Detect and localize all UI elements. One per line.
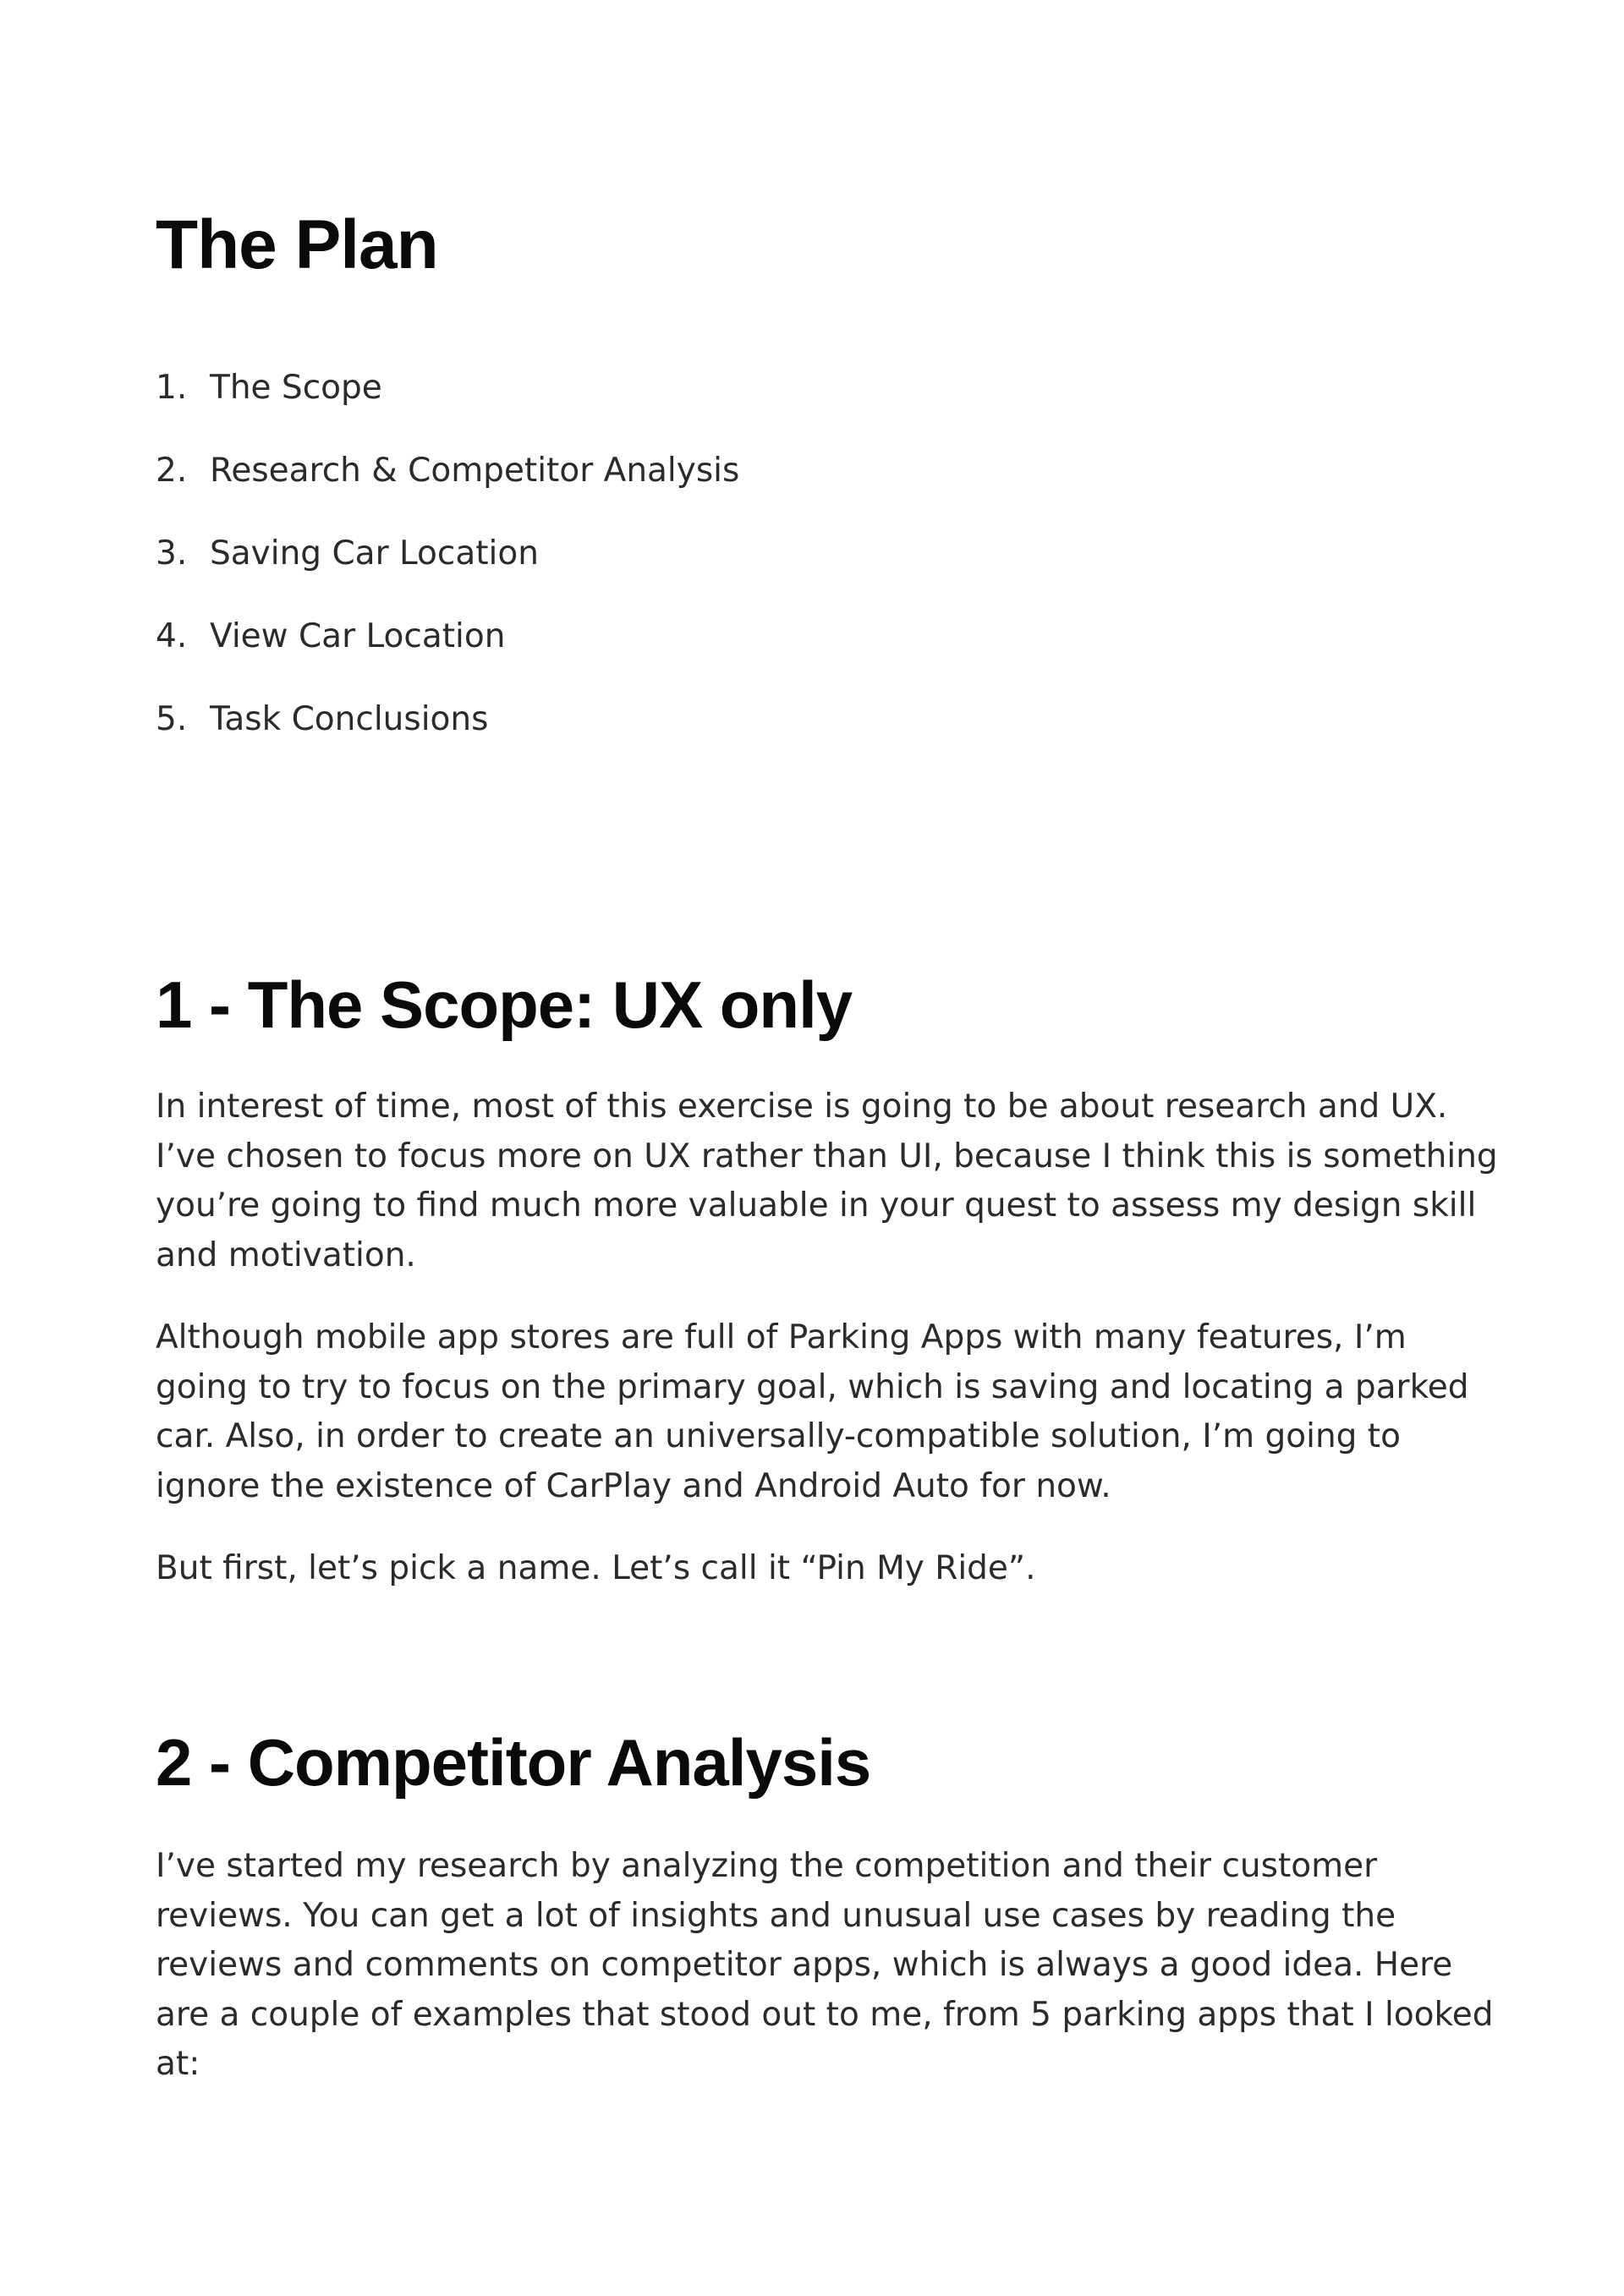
scope-paragraph-3: But first, let’s pick a name. Let’s call it “Pin My Ride”. bbox=[156, 1549, 1036, 1587]
plan-heading: The Plan bbox=[156, 206, 438, 283]
plan-item-number: 2. bbox=[156, 452, 188, 490]
competitor-paragraph-1: I’ve started my research by analyzing the competition and their customer reviews. You can get a lot of insights and unusual use cases by reading the reviews and comments on competitor apps, which is always a good idea. Here are a couple of examples that stood out to me, from 5 parking apps that I looked at: bbox=[156, 1847, 1494, 2083]
plan-list-item bbox=[156, 448, 739, 531]
plan-item-label: The Scope bbox=[210, 369, 382, 407]
plan-list-item bbox=[156, 614, 739, 697]
scope-paragraph-1: In interest of time, most of this exercise is going to be about research and UX. I’ve chosen to focus more on UX rather than UI, because I think this is something you’re going to find much more valuable in your quest to assess my design skill and motivation. bbox=[156, 1088, 1498, 1274]
plan-item-number: 1. bbox=[156, 369, 188, 407]
plan-list-item bbox=[156, 697, 739, 780]
plan-list bbox=[156, 365, 739, 780]
plan-item-label: View Car Location bbox=[210, 617, 506, 655]
competitor-heading: 2 - Competitor Analysis bbox=[156, 1725, 871, 1800]
plan-item-label: Saving Car Location bbox=[210, 534, 539, 573]
scope-paragraph-2: Although mobile app stores are full of Parking Apps with many features, I’m going to try to focus on the primary goal, which is saving and locating a parked car. Also, in order to create an universally-compatible solution, I’m going to ignore the existence of CarPlay and Android Auto for now. bbox=[156, 1318, 1469, 1505]
plan-list-item bbox=[156, 531, 739, 614]
plan-item-number: 5. bbox=[156, 700, 188, 738]
scope-heading: 1 - The Scope: UX only bbox=[156, 967, 853, 1042]
plan-item-number: 3. bbox=[156, 534, 188, 573]
plan-item-label: Task Conclusions bbox=[210, 700, 489, 738]
plan-item-number: 4. bbox=[156, 617, 188, 655]
plan-item-label: Research & Competitor Analysis bbox=[210, 452, 740, 490]
plan-list-item bbox=[156, 365, 739, 448]
